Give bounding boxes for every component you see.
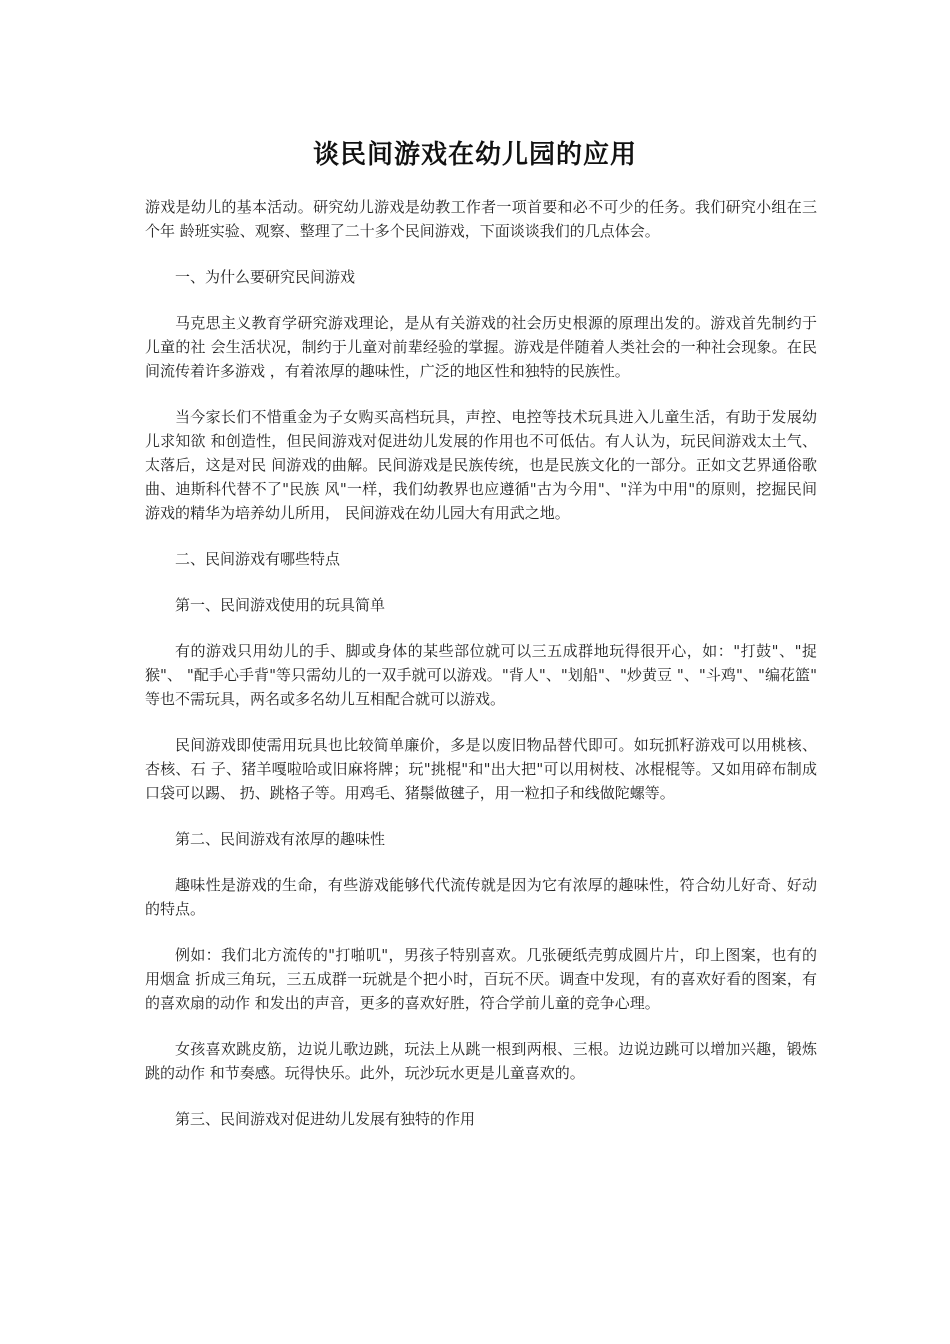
section-1-heading: 一、为什么要研究民间游戏 [175, 268, 356, 286]
document-title: 谈民间游戏在幼儿园的应用 [312, 140, 637, 170]
document-body [145, 195, 817, 1153]
point-2-paragraph-3: 女孩喜欢跳皮筋，边说儿歌边跳，玩法上从跳一根到两根、三根。边说边跳可以增加兴趣，锻炼跳的动作 和节奏感。玩得快乐。此外，玩沙玩水更是儿童喜欢的。 [145, 1040, 817, 1082]
point-2-paragraph-1: 趣味性是游戏的生命，有些游戏能够代代流传就是因为它有浓厚的趣味性，符合幼儿好奇、好动的特点。 [145, 876, 817, 918]
section-2-heading: 二、民间游戏有哪些特点 [175, 550, 341, 568]
section-1-paragraph-2: 当今家长们不惜重金为子女购买高档玩具，声控、电控等技术玩具进入儿童生活，有助于发展幼儿求知欲 和创造性，但民间游戏对促进幼儿发展的作用也不可低估。有人认为，玩民间游戏太土气、太落后，这是对民 间游戏的曲解。民间游戏是民族传统，也是民族文化的一部分。正如文艺界通俗歌曲、迪斯科代替不了"民族 风"一样，我们幼教界也应遵循"古为今用"、"洋为中用"的原则，挖掘民间游戏的精华为培养幼儿所用， 民间游戏在幼儿园大有用武之地。 [145, 408, 817, 522]
point-2-heading: 第二、民间游戏有浓厚的趣味性 [175, 830, 386, 848]
point-1-paragraph-1: 有的游戏只用幼儿的手、脚或身体的某些部位就可以三五成群地玩得很开心，如："打鼓"、"捉猴"、 "配手心手背"等只需幼儿的一双手就可以游戏。"背人"、"划船"、"炒黄豆 "、"斗鸡"、"编花篮" 等也不需玩具，两名或多名幼儿互相配合就可以游戏。 [145, 642, 817, 708]
point-2-paragraph-2: 例如：我们北方流传的"打啪叽"，男孩子特别喜欢。几张硬纸壳剪成圆片片，印上图案，也有的用烟盒 折成三角玩，三五成群一玩就是个把小时，百玩不厌。调查中发现，有的喜欢好看的图案，有的喜欢扇的动作 和发出的声音，更多的喜欢好胜，符合学前儿童的竞争心理。 [145, 946, 817, 1012]
point-1-paragraph-2: 民间游戏即使需用玩具也比较简单廉价，多是以废旧物品替代即可。如玩抓籽游戏可以用桃核、杏核、石 子、猪羊嘎啦哈或旧麻将牌；玩"挑棍"和"出大把"可以用树枝、冰棍棍等。又如用碎布制成口袋可以踢、 扔、跳格子等。用鸡毛、猪鬃做毽子，用一粒扣子和线做陀螺等。 [145, 736, 817, 802]
intro-paragraph: 游戏是幼儿的基本活动。研究幼儿游戏是幼教工作者一项首要和必不可少的任务。我们研究小组在三个年 龄班实验、观察、整理了二十多个民间游戏，下面谈谈我们的几点体会。 [145, 198, 817, 240]
section-1-paragraph-1: 马克思主义教育学研究游戏理论，是从有关游戏的社会历史根源的原理出发的。游戏首先制约于儿童的社 会生活状况，制约于儿童对前辈经验的掌握。游戏是伴随着人类社会的一种社会现象。在民间流传着许多游戏 ，有着浓厚的趣味性，广泛的地区性和独特的民族性。 [145, 314, 817, 380]
point-3-heading: 第三、民间游戏对促进幼儿发展有独特的作用 [175, 1110, 476, 1128]
point-1-heading: 第一、民间游戏使用的玩具简单 [175, 596, 386, 614]
